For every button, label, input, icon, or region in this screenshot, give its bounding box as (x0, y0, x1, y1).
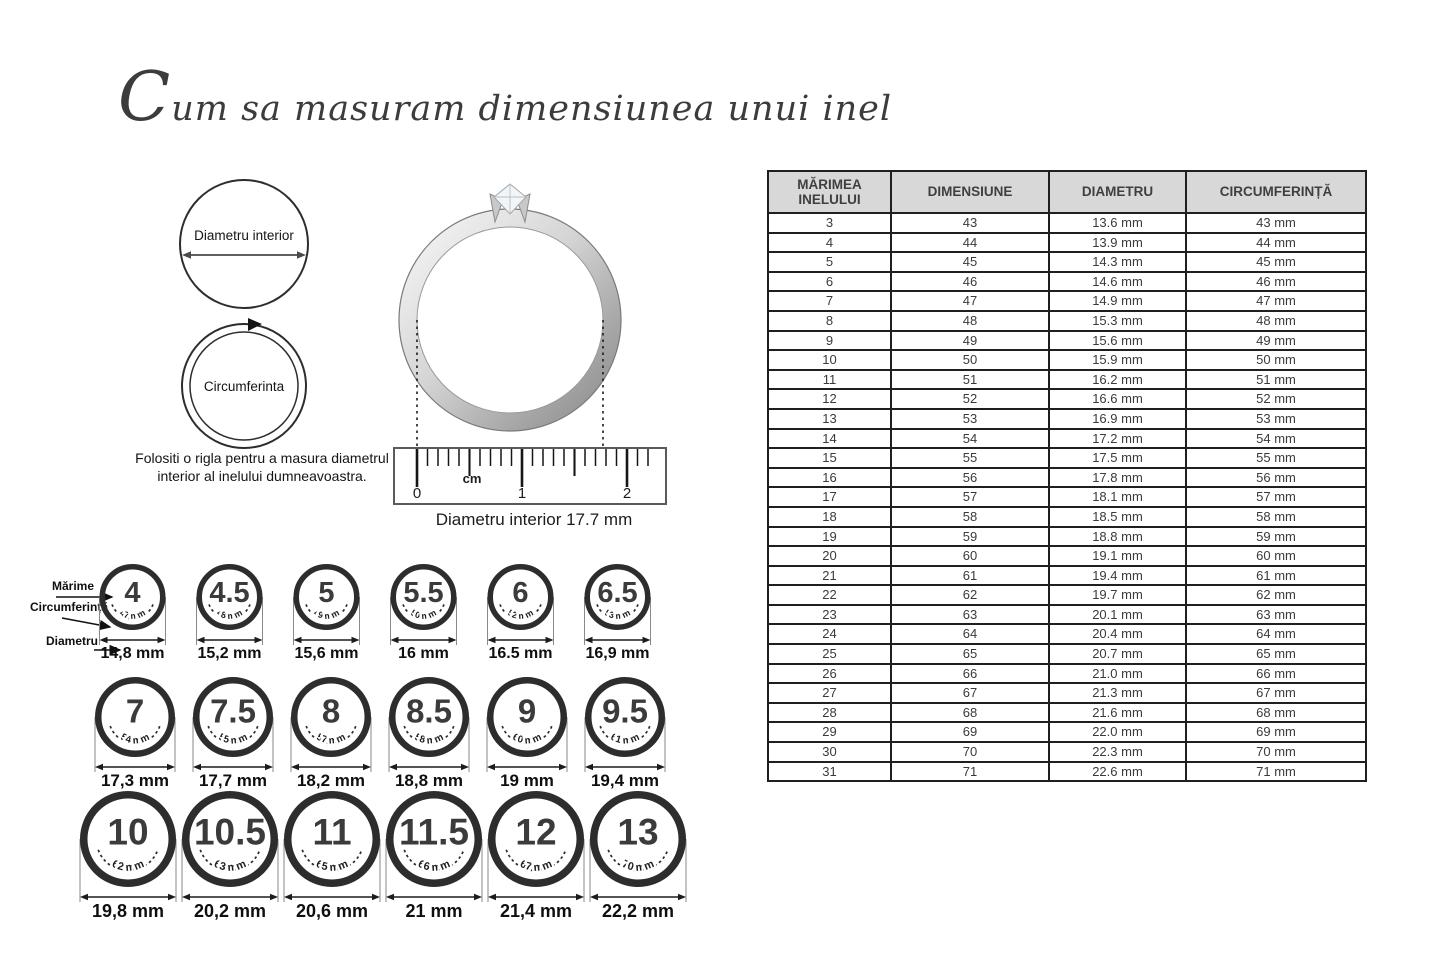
table-cell: 15.6 mm (1049, 331, 1186, 351)
table-cell: 15 (768, 448, 891, 468)
table-cell: 17.2 mm (1049, 429, 1186, 449)
table-header-row (768, 171, 1366, 213)
size-circle-13 (587, 789, 689, 925)
table-cell: 14 (768, 429, 891, 449)
table-cell: 52 mm (1186, 389, 1366, 409)
diameter-value: 20,6 mm (295, 901, 369, 921)
instruction-line-2: interior al inelului dumneavoastra. (157, 467, 367, 484)
table-row (768, 644, 1366, 664)
size-circle-11.5 (383, 789, 485, 925)
table-cell: 53 mm (1186, 409, 1366, 429)
table-cell: 61 (891, 566, 1049, 586)
table-cell: 71 (891, 762, 1049, 782)
table-cell: 59 (891, 527, 1049, 547)
table-cell: 14.9 mm (1049, 291, 1186, 311)
table-cell: 21.3 mm (1049, 683, 1186, 703)
table-cell: 59 mm (1186, 527, 1366, 547)
diameter-value: 16,9 mm (585, 645, 650, 662)
diameter-value: 17,3 mm (100, 771, 170, 790)
table-cell: 57 mm (1186, 487, 1366, 507)
circumference-arc-label: 65 mm (314, 858, 350, 874)
table-cell: 69 (891, 722, 1049, 742)
table-cell: 54 mm (1186, 429, 1366, 449)
table-cell: 47 mm (1186, 291, 1366, 311)
table-cell: 60 mm (1186, 546, 1366, 566)
size-number: 12 (515, 811, 557, 853)
table-row (768, 252, 1366, 272)
table-header-cell: CIRCUMFERINȚĂ (1186, 171, 1366, 213)
table-cell: 56 (891, 468, 1049, 488)
table-row (768, 331, 1366, 351)
table-cell: 44 (891, 233, 1049, 253)
table-cell: 13.9 mm (1049, 233, 1186, 253)
table-cell: 53 (891, 409, 1049, 429)
table-cell: 9 (768, 331, 891, 351)
circumference-arc-label: 67 mm (518, 858, 554, 874)
legend-diameter-label: Diametru (46, 634, 99, 648)
table-cell: 68 mm (1186, 703, 1366, 723)
size-number: 7.5 (210, 692, 256, 730)
size-circle-7.5 (184, 675, 282, 793)
table-cell: 14.3 mm (1049, 252, 1186, 272)
size-circle-8 (282, 675, 380, 793)
table-cell: 66 mm (1186, 664, 1366, 684)
table-cell: 30 (768, 742, 891, 762)
table-row (768, 507, 1366, 527)
table-row (768, 722, 1366, 742)
table-row (768, 624, 1366, 644)
circumference-arc-label: 58 mm (412, 731, 446, 747)
table-cell: 55 (891, 448, 1049, 468)
table-row (768, 370, 1366, 390)
table-cell: 20.1 mm (1049, 605, 1186, 625)
table-cell: 21 (768, 566, 891, 586)
table-cell: 15.3 mm (1049, 311, 1186, 331)
table-cell: 5 (768, 252, 891, 272)
table-cell: 19.4 mm (1049, 566, 1186, 586)
table-cell: 13 (768, 409, 891, 429)
page-title: Cum sa masuram dimensiunea unui inel (118, 58, 893, 137)
size-number: 11 (312, 811, 352, 853)
table-row (768, 389, 1366, 409)
ring-size-table (767, 170, 1367, 782)
table-cell: 4 (768, 233, 891, 253)
diameter-value: 19,4 mm (590, 771, 660, 790)
table-cell: 71 mm (1186, 762, 1366, 782)
table-cell: 45 mm (1186, 252, 1366, 272)
table-cell: 16.6 mm (1049, 389, 1186, 409)
table-cell: 19.7 mm (1049, 585, 1186, 605)
table-cell: 7 (768, 291, 891, 311)
size-number: 8 (321, 692, 341, 730)
table-cell: 20.4 mm (1049, 624, 1186, 644)
ruler-unit-label: cm (462, 471, 482, 486)
table-row (768, 546, 1366, 566)
circumference-arc-label: 50 mm (409, 607, 438, 622)
table-cell: 52 (891, 389, 1049, 409)
table-row (768, 311, 1366, 331)
table-row (768, 487, 1366, 507)
table-cell: 3 (768, 213, 891, 233)
table-cell: 12 (768, 389, 891, 409)
table-cell: 66 (891, 664, 1049, 684)
table-cell: 13.6 mm (1049, 213, 1186, 233)
size-number: 10.5 (193, 811, 267, 853)
table-cell: 22.0 mm (1049, 722, 1186, 742)
table-cell: 18.1 mm (1049, 487, 1186, 507)
diameter-value: 17,7 mm (198, 771, 268, 790)
table-row (768, 703, 1366, 723)
table-header-cell: DIAMETRU (1049, 171, 1186, 213)
size-circle-9.5 (576, 675, 674, 793)
circumference-arc-label: 57 mm (314, 731, 348, 747)
instruction-line-1: Folositi o rigla pentru a masura diametrul (135, 450, 389, 466)
table-row (768, 213, 1366, 233)
table-cell: 58 mm (1186, 507, 1366, 527)
table-header-cell: DIMENSIUNE (891, 171, 1049, 213)
diameter-value: 18,2 mm (296, 771, 366, 790)
size-circle-5.5 (375, 562, 472, 666)
table-cell: 26 (768, 664, 891, 684)
table-row (768, 664, 1366, 684)
table-cell: 70 mm (1186, 742, 1366, 762)
ruler-tick-label-1: 1 (517, 485, 527, 502)
size-circle-4.5 (181, 562, 278, 666)
size-circle-8.5 (380, 675, 478, 793)
table-cell: 19.1 mm (1049, 546, 1186, 566)
legend-size-label: Mărime (52, 579, 95, 593)
table-row (768, 468, 1366, 488)
size-circle-5 (278, 562, 375, 666)
table-cell: 67 mm (1186, 683, 1366, 703)
table-row (768, 566, 1366, 586)
size-number: 9.5 (602, 692, 648, 730)
size-circle-6.5 (569, 562, 666, 666)
size-circle-6 (472, 562, 569, 666)
diameter-value: 15,2 mm (197, 645, 262, 662)
table-cell: 65 mm (1186, 644, 1366, 664)
table-cell: 31 (768, 762, 891, 782)
size-number: 7 (125, 692, 145, 730)
table-cell: 67 (891, 683, 1049, 703)
table-cell: 46 (891, 272, 1049, 292)
diameter-value: 19,8 mm (91, 901, 165, 921)
table-cell: 61 mm (1186, 566, 1366, 586)
table-row (768, 429, 1366, 449)
table-row (768, 605, 1366, 625)
ruler-tick-label-0: 0 (412, 485, 422, 502)
circumference-arc-label: 60 mm (510, 731, 544, 747)
size-circle-10 (77, 789, 179, 925)
diameter-value: 20,2 mm (193, 901, 267, 921)
table-row (768, 527, 1366, 547)
table-cell: 21.0 mm (1049, 664, 1186, 684)
table-cell: 48 (891, 311, 1049, 331)
diameter-value: 18,8 mm (394, 771, 464, 790)
table-cell: 51 (891, 370, 1049, 390)
table-cell: 50 mm (1186, 350, 1366, 370)
size-circle-12 (485, 789, 587, 925)
diameter-value: 16 mm (398, 645, 449, 662)
size-number: 5 (318, 577, 335, 610)
table-cell: 15.9 mm (1049, 350, 1186, 370)
table-cell: 16.9 mm (1049, 409, 1186, 429)
table-cell: 63 (891, 605, 1049, 625)
circumference-arc-label: 53 mm (603, 607, 632, 622)
circumference-arc-label: 61 mm (608, 731, 642, 747)
circumference-arc-label: 47 mm (118, 607, 147, 622)
table-row (768, 291, 1366, 311)
table-cell: 18.5 mm (1049, 507, 1186, 527)
table-cell: 8 (768, 311, 891, 331)
ruler-caption: Diametru interior 17.7 mm (435, 510, 633, 529)
size-circle-9 (478, 675, 576, 793)
circumference-label: Circumferinta (203, 379, 285, 394)
diameter-value: 15,6 mm (294, 645, 359, 662)
diameter-value: 22,2 mm (601, 901, 675, 921)
table-row (768, 585, 1366, 605)
circumference-arc-label: 55 mm (216, 731, 250, 747)
circumference-arc-label: 70 mm (620, 858, 656, 874)
table-cell: 6 (768, 272, 891, 292)
table-row (768, 233, 1366, 253)
table-cell: 65 (891, 644, 1049, 664)
circumference-arc-label: 54 mm (118, 731, 152, 747)
table-cell: 16.2 mm (1049, 370, 1186, 390)
table-cell: 18 (768, 507, 891, 527)
size-circle-7 (86, 675, 184, 793)
table-cell: 62 mm (1186, 585, 1366, 605)
table-row (768, 448, 1366, 468)
size-circle-10.5 (179, 789, 281, 925)
table-cell: 28 (768, 703, 891, 723)
table-cell: 23 (768, 605, 891, 625)
circumference-arc-label: 52 mm (506, 607, 535, 622)
table-cell: 58 (891, 507, 1049, 527)
table-row (768, 409, 1366, 429)
size-circle-11 (281, 789, 383, 925)
table-cell: 22 (768, 585, 891, 605)
table-cell: 70 (891, 742, 1049, 762)
table-cell: 21.6 mm (1049, 703, 1186, 723)
size-number: 6.5 (597, 577, 638, 610)
ruler-tick-label-2: 2 (622, 485, 632, 502)
table-cell: 54 (891, 429, 1049, 449)
table-cell: 18.8 mm (1049, 527, 1186, 547)
diameter-value: 19 mm (500, 771, 554, 790)
table-cell: 45 (891, 252, 1049, 272)
table-cell: 47 (891, 291, 1049, 311)
table-cell: 57 (891, 487, 1049, 507)
circumference-arc-label: 63 mm (212, 858, 248, 874)
table-cell: 49 mm (1186, 331, 1366, 351)
table-cell: 43 (891, 213, 1049, 233)
table-cell: 46 mm (1186, 272, 1366, 292)
diameter-value: 14,8 mm (100, 645, 165, 662)
table-cell: 43 mm (1186, 213, 1366, 233)
table-cell: 51 mm (1186, 370, 1366, 390)
table-cell: 14.6 mm (1049, 272, 1186, 292)
inner-diameter-label: Diametru interior (194, 228, 294, 243)
table-cell: 63 mm (1186, 605, 1366, 625)
table-cell: 44 mm (1186, 233, 1366, 253)
table-row (768, 742, 1366, 762)
table-cell: 64 mm (1186, 624, 1366, 644)
size-number: 10 (107, 811, 149, 853)
diameter-value: 21,4 mm (499, 901, 573, 921)
circumference-arc-label: 49 mm (312, 607, 341, 622)
table-cell: 17.8 mm (1049, 468, 1186, 488)
table-cell: 22.6 mm (1049, 762, 1186, 782)
table-row (768, 683, 1366, 703)
size-number: 4 (124, 577, 141, 610)
table-cell: 27 (768, 683, 891, 703)
size-number: 11.5 (399, 811, 469, 853)
table-row (768, 272, 1366, 292)
diameter-value: 16.5 mm (488, 645, 553, 662)
table-cell: 10 (768, 350, 891, 370)
table-cell: 20.7 mm (1049, 644, 1186, 664)
table-cell: 55 mm (1186, 448, 1366, 468)
table-row (768, 350, 1366, 370)
circumference-arc-label: 62 mm (110, 858, 146, 874)
table-header-cell: MĂRIMEA INELULUI (768, 171, 891, 213)
circumference-arc-label: 48 mm (215, 607, 244, 622)
size-circle-4 (84, 562, 181, 666)
table-cell: 62 (891, 585, 1049, 605)
table-cell: 24 (768, 624, 891, 644)
size-number: 6 (512, 577, 529, 610)
size-number: 8.5 (406, 692, 452, 730)
table-cell: 19 (768, 527, 891, 547)
table-cell: 17 (768, 487, 891, 507)
diameter-value: 21 mm (405, 901, 463, 921)
table-cell: 69 mm (1186, 722, 1366, 742)
size-number: 5.5 (403, 577, 444, 610)
table-cell: 56 mm (1186, 468, 1366, 488)
table-cell: 64 (891, 624, 1049, 644)
table-cell: 60 (891, 546, 1049, 566)
size-number: 9 (517, 692, 537, 730)
table-cell: 17.5 mm (1049, 448, 1186, 468)
table-cell: 50 (891, 350, 1049, 370)
table-cell: 11 (768, 370, 891, 390)
legend-circumference-label: Circumferință (30, 600, 109, 614)
circumference-arc-label: 66 mm (416, 858, 452, 874)
table-cell: 20 (768, 546, 891, 566)
size-number: 4.5 (209, 577, 250, 610)
table-cell: 68 (891, 703, 1049, 723)
size-number: 13 (617, 811, 659, 853)
table-cell: 16 (768, 468, 891, 488)
table-cell: 48 mm (1186, 311, 1366, 331)
table-cell: 25 (768, 644, 891, 664)
table-cell: 49 (891, 331, 1049, 351)
table-cell: 22.3 mm (1049, 742, 1186, 762)
table-row (768, 762, 1366, 782)
table-cell: 29 (768, 722, 891, 742)
